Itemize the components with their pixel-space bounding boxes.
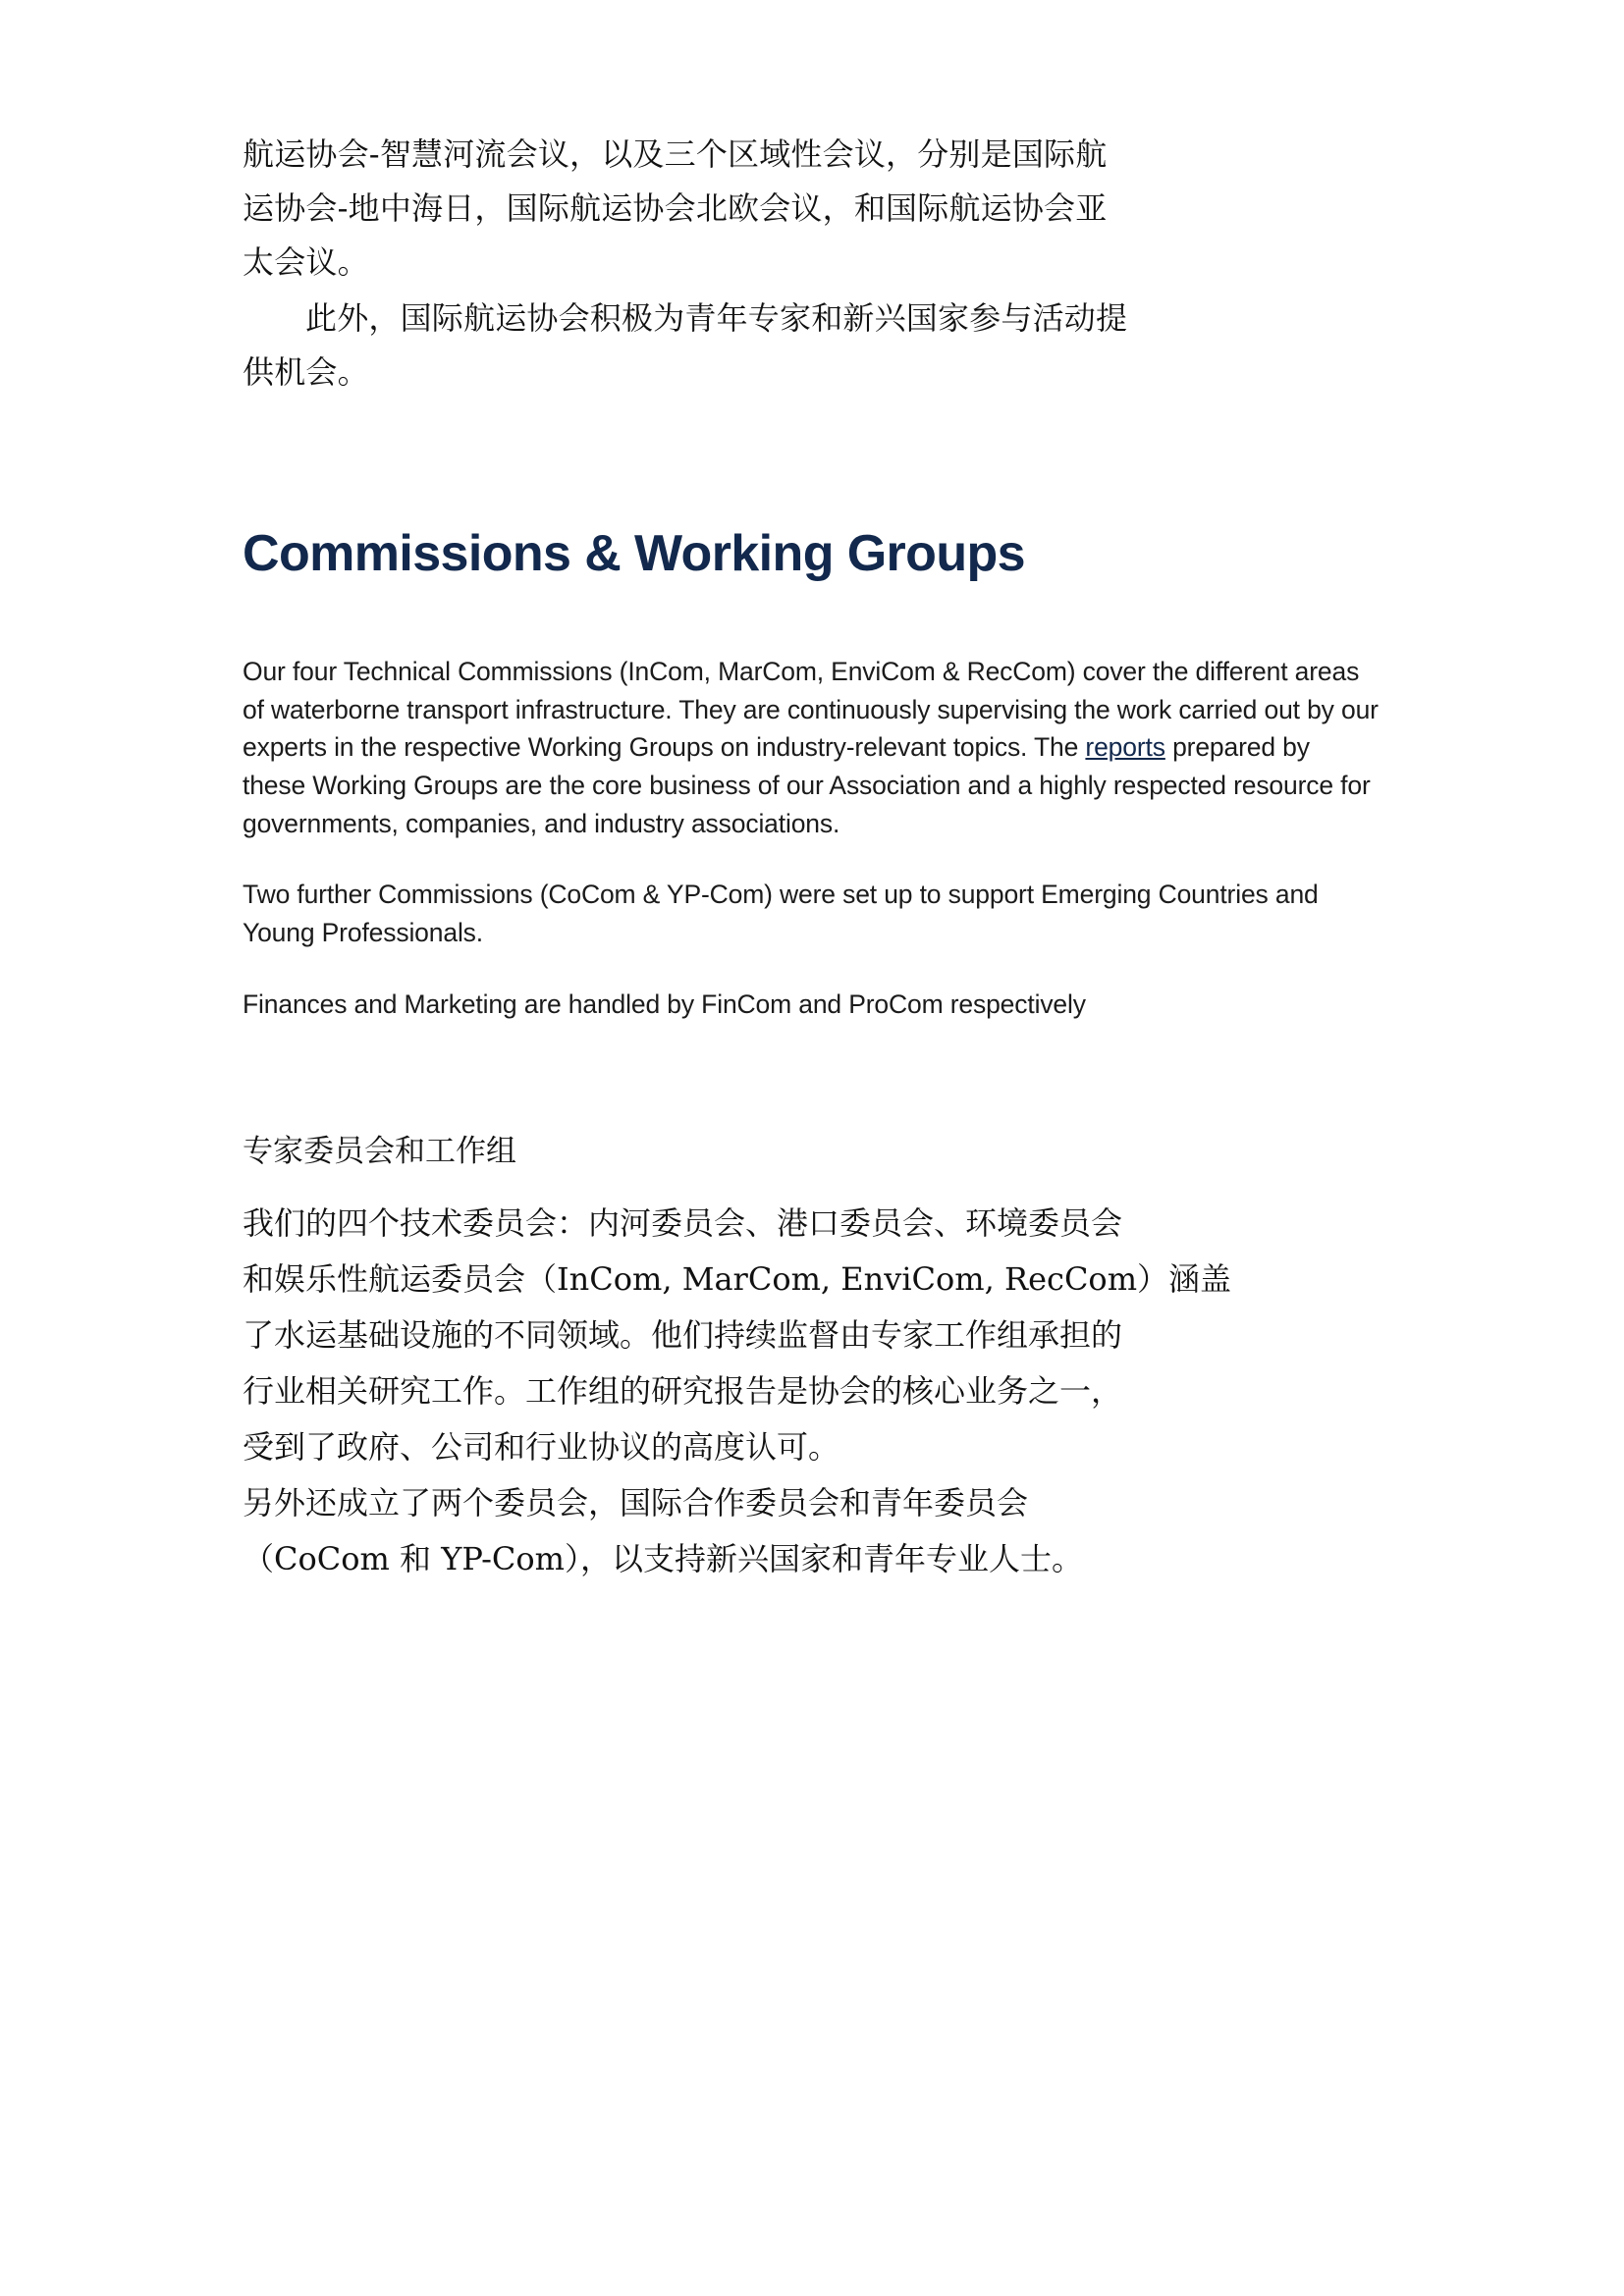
chinese-paragraph-1-line-1: 航运协会-智慧河流会议，以及三个区域性会议，分别是国际航 — [243, 135, 1108, 173]
chinese-translation-line-6: 另外还成立了两个委员会，国际合作委员会和青年委员会 — [243, 1483, 1029, 1522]
chinese-paragraph-2-line-2: 供机会。 — [243, 353, 369, 392]
chinese-translation-line-7: （CoCom 和 YP-Com），以支持新兴国家和青年专业人士。 — [243, 1539, 1084, 1577]
english-paragraph-1 — [243, 653, 1380, 842]
chinese-paragraph-2-line-1: 此外，国际航运协会积极为青年专家和新兴国家参与活动提 — [305, 299, 1128, 338]
section-heading-wrapper — [243, 525, 1418, 584]
chinese-paragraph-2 — [243, 292, 1418, 400]
chinese-translation-paragraph — [243, 1196, 1418, 1587]
chinese-subheading: 专家委员会和工作组 — [243, 1134, 516, 1170]
bottom-chinese-section — [243, 1126, 1418, 1586]
reports-link[interactable]: reports — [1085, 732, 1165, 763]
chinese-paragraph-1-line-3: 太会议。 — [243, 243, 369, 282]
english-section — [243, 653, 1380, 1024]
english-paragraph-2: Two further Commissions (CoCom & YP-Com) were set up to support Emerging Countries and Young Professionals. — [243, 880, 1319, 948]
chinese-paragraph-1 — [243, 128, 1418, 290]
chinese-translation-line-2: 和娱乐性航运委员会（InCom, MarCom, EnviCom, RecCom）涵盖 — [243, 1260, 1232, 1299]
chinese-translation-line-5: 受到了政府、公司和行业协议的高度认可。 — [243, 1427, 840, 1466]
english-paragraph-3: Finances and Marketing are handled by FinCom and ProCom respectively — [243, 988, 1086, 1019]
english-paragraph-1-after-link: prepared by these Working Groups are the core business of our Association and a highly respected resource for governments, companies, and industry associations. — [243, 732, 1371, 838]
top-chinese-section — [243, 128, 1418, 400]
english-paragraph-1-before-link: Our four Technical Commissions (InCom, MarCom, EnviCom & RecCom) cover the different areas of waterborne transport infrastructure. They are continuously supervising the work carried out by our experts in the respective Working Groups on industry-relevant topics. The — [243, 656, 1379, 763]
chinese-translation-line-3: 了水运基础设施的不同领域。他们持续监督由专家工作组承担的 — [243, 1316, 1123, 1355]
chinese-translation-line-4: 行业相关研究工作。工作组的研究报告是协会的核心业务之一， — [243, 1372, 1123, 1410]
page-title: Commissions & Working Groups — [243, 525, 1025, 583]
chinese-translation-line-1: 我们的四个技术委员会：内河委员会、港口委员会、环境委员会 — [243, 1204, 1123, 1243]
chinese-paragraph-1-line-2: 运协会-地中海日，国际航运协会北欧会议，和国际航运协会亚 — [243, 189, 1108, 228]
